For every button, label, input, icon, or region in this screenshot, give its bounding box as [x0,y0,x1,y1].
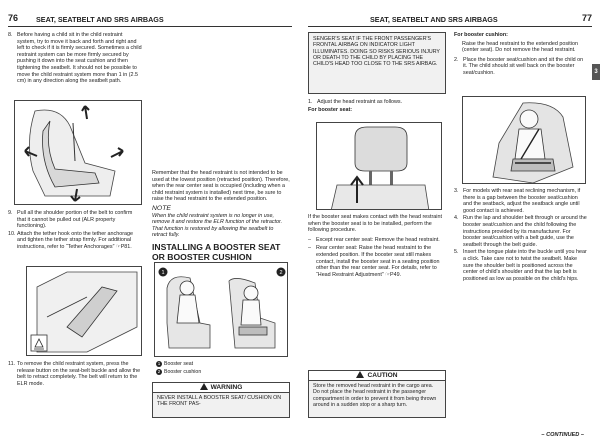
warning-continued-text: SENGER'S SEAT IF THE FRONT PASSENGER'S FRONTAL AIRBAG ON INDICATOR LIGHT ILLUMINATES. DOING SO RISKS SERIOUS INJURY OR DEATH TO THE CHILD BY PLACING THE CHILD'S HEAD TOO CLOSE TO THE SRS AIRBAG. [313,36,440,68]
head-restraint-note: Remember that the head restraint is not intended to be used at the lowest position (retracted position). Therefore, when the rear center seat is occupied (including when a child restraint system is installed) next time, be sure to raise the head restraint to the extended position. [152,170,290,203]
legend-item: 2 Booster cushion [157,369,202,375]
list-item: 11. To remove the child restraint system, press the release button on the seat-belt buckle and allow the belt to retract completely. The belt will return to the ELR mode. [8,361,141,387]
chapter-tab: 3 [592,64,600,80]
note-heading: NOTE [152,204,171,212]
note-text: When the child restraint system is no longer in use, remove it and restore the ELR function of the retractor. That function is restored by allowing the seatbelt to retract fully. [152,212,283,239]
child-seat-tightening-illustration [14,100,142,205]
caution-box [308,370,446,418]
head-restraint-raise-illustration [316,122,442,210]
install-booster-heading: INSTALLING A BOOSTER SEAT OR BOOSTER CUSHION [152,241,281,262]
booster-seat-label: For booster seat: [308,106,353,113]
section-title: SEAT, SEATBELT AND SRS AIRBAGS [36,15,164,24]
left-col1-bottom [8,361,142,388]
continued-footer: – CONTINUED – [541,432,584,438]
right-col2-steps [454,188,588,283]
tether-anchorage-illustration [26,266,142,356]
warning-text: NEVER INSTALL A BOOSTER SEAT/ CUSHION ON THE FRONT PAS- [157,395,282,408]
warning-triangle-icon [200,383,208,390]
caution-header: CAUTION [309,371,445,381]
booster-cushion-label: For booster cushion: [454,32,508,38]
svg-text:1: 1 [161,270,165,276]
page-number: 77 [581,13,592,23]
list-item: 8. Before having a child sit in the child restraint system, try to move it back and forth and right and left to check if it is firmly secured. Sometimes a child restraint system can be more firmly secured by pushing it down into the seat cushion and then tightening the seatbelt. It should not be possible to move the child restraint system more than 1 in (2.5 cm) in any direction along the seatbelt path. [8,32,142,85]
list-item: 2. Place the booster seat/cushion and sit the child on it. The child should sit well back on the booster seat/cushion. [454,56,584,76]
child-on-booster-illustration [462,96,586,184]
left-page-header [8,13,292,27]
right-page [300,0,600,447]
caution-triangle-icon [356,371,364,378]
list-item: 9. Pull all the shoulder portion of the belt to confirm that it cannot be pulled out (ALR property functioning). [8,210,133,230]
svg-text:2: 2 [279,270,283,276]
caution-text: Store the removed head restraint in the cargo area. Do not place the head restraint in the passenger compartment in order to prevent it from being thrown around in a sudden stop or a sharp turn. [313,383,437,408]
booster-cushion-para: Raise the head restraint to the extended position (center seat). Do not remove the head restraint. [462,40,578,54]
booster-legend [156,360,276,376]
list-item: 5. Insert the tongue plate into the buckle until you hear a click. Take care not to twist the seatbelt. Make sure the shoulder belt is positioned across the center of child's shoulder and that the lap belt is positioned as low as possible on the child's hips. [454,249,587,282]
booster-seat-para: If the booster seat makes contact with the head restraint when the booster seat is to be installed, perform the following procedure. [308,214,442,234]
right-col2-top [454,32,588,78]
right-col1-step1 [308,99,446,115]
right-col1-booster-seat [308,214,446,280]
page-number: 76 [8,13,19,23]
list-item: 3. For models with rear seat reclining mechanism, if there is a gap between the booster seat/cushion and the seatback, adjust the seatback angle until good contact is achieved. [454,188,581,214]
booster-seat-cushion-illustration [154,262,288,357]
list-item: – Rear center seat: Raise the head restraint to the extended position. If the booster seat still makes contact, install the booster seat in a seating position other than the rear center seat. For details, refer to “Head Restraint Adjustment” ☞P49. [308,245,440,278]
legend-item: 1 Booster seat [157,361,194,367]
warning-header: WARNING [153,383,289,393]
list-item: 10. Attach the tether hook onto the tether anchorage and tighten the tether strap firmly. For additional instructions, refer to “Tether Anchorages” ☞P81. [8,230,133,250]
list-item: 1. Adjust the head restraint as follows. [308,99,403,105]
warning-box [152,382,290,418]
list-item: 4. Run the lap and shoulder belt through or around the booster seat/cushion and the child following the instructions provided by its manufacturer. For booster seat/cushion with a belt guide, use the seatbelt through the belt guide. [454,215,587,248]
list-item: – Except rear center seat: Remove the head restraint. [308,236,440,243]
warning-continued-box [308,32,446,94]
left-col2 [152,170,290,265]
right-page-header [308,13,592,27]
section-title: SEAT, SEATBELT AND SRS AIRBAGS [370,15,498,24]
left-col1-top [8,32,142,86]
left-col1-mid [8,210,142,252]
